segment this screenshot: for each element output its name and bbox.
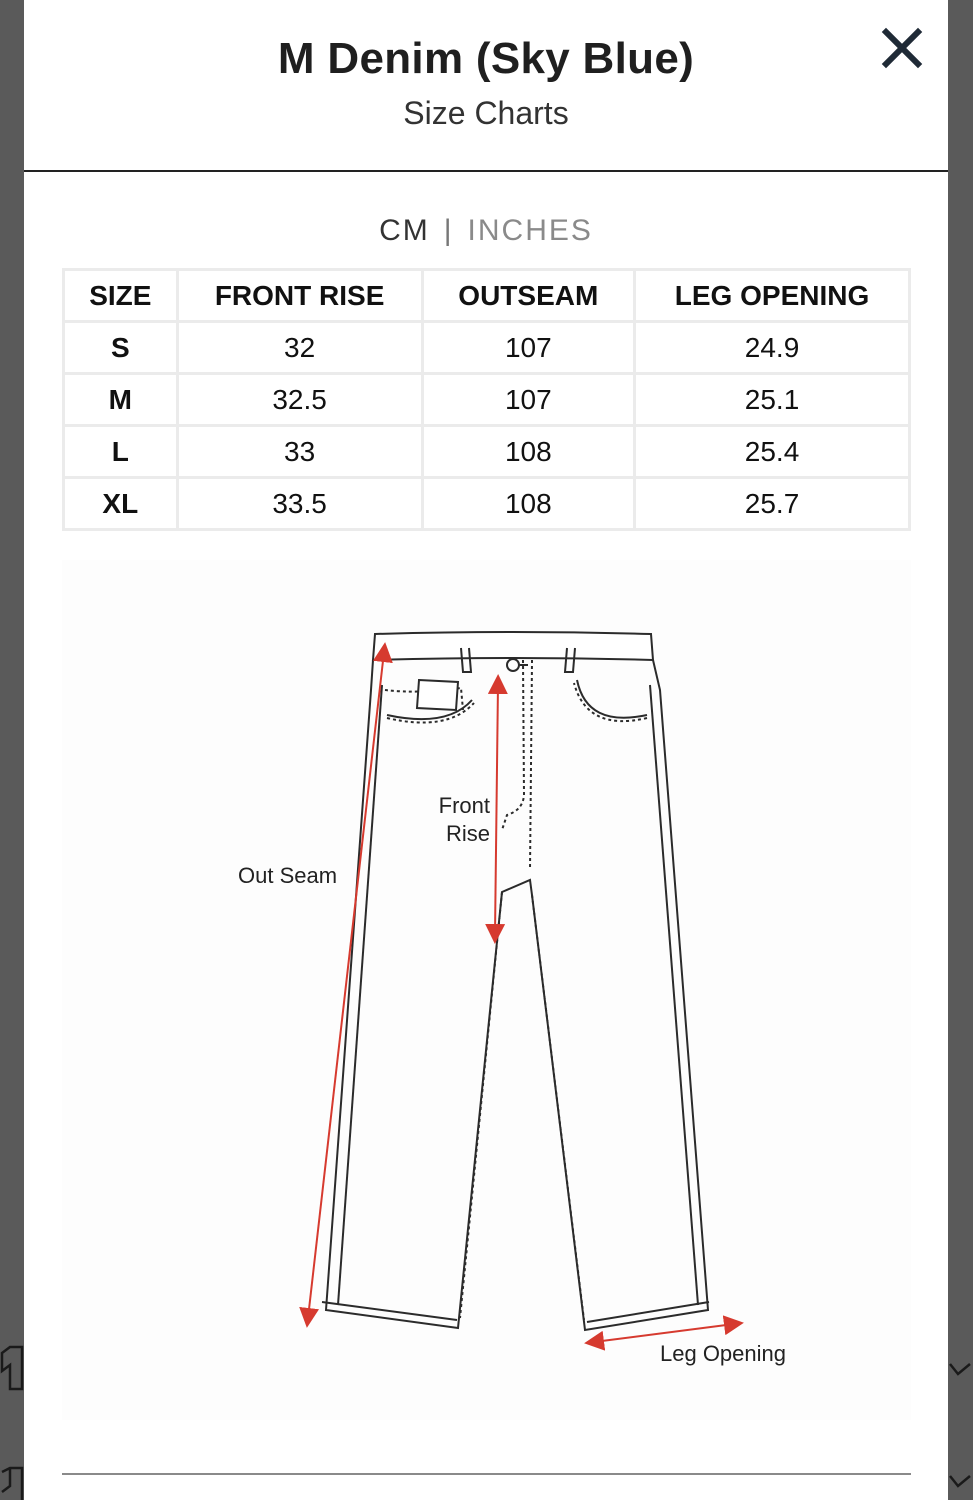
cell-leg-opening: 25.7 [635,478,910,530]
cell-front-rise: 32.5 [177,374,422,426]
unit-separator: | [443,214,454,247]
table-row [64,426,910,478]
table-row [64,374,910,426]
unit-inches-option[interactable]: INCHES [467,214,593,247]
front-rise-label-line2: Rise [445,821,490,846]
table-header-row [64,270,910,322]
shirt-icon [0,1466,26,1500]
front-rise-label [430,792,490,848]
out-seam-label: Out Seam [238,863,338,888]
unit-cm-option[interactable]: CM [379,214,430,247]
modal-title: M Denim (Sky Blue) [277,34,695,83]
unit-toggle [24,214,948,248]
chevron-down-icon[interactable] [948,1472,973,1492]
jeans-illustration [62,560,911,1420]
cell-outseam: 107 [422,374,634,426]
modal-subtitle: Size Charts [403,95,569,131]
table-row [64,322,910,374]
header-size: SIZE [64,270,178,322]
cell-size: S [64,322,178,374]
size-table [62,268,911,531]
cell-front-rise: 32 [177,322,422,374]
size-chart-modal [24,0,948,1500]
header-outseam: OUTSEAM [422,270,634,322]
header-leg-opening: LEG OPENING [635,270,910,322]
front-rise-label-line1: Front [438,793,490,818]
cell-front-rise: 33.5 [177,478,422,530]
cell-front-rise: 33 [177,426,422,478]
cell-outseam: 108 [422,478,634,530]
backdrop-left [0,0,24,1500]
shirt-icon [0,1345,26,1391]
chevron-down-icon[interactable] [948,1360,973,1380]
cell-outseam: 108 [422,426,634,478]
leg-opening-label: Leg Opening [660,1341,786,1366]
close-icon[interactable] [880,26,924,70]
cell-leg-opening: 25.4 [635,426,910,478]
table-row [64,478,910,530]
jeans-measurement-diagram [62,560,911,1420]
cell-size: XL [64,478,178,530]
cell-outseam: 107 [422,322,634,374]
modal-header [24,0,948,172]
cell-size: L [64,426,178,478]
backdrop-right [948,0,973,1500]
footer-divider [62,1473,911,1475]
cell-leg-opening: 25.1 [635,374,910,426]
cell-leg-opening: 24.9 [635,322,910,374]
header-front-rise: FRONT RISE [177,270,422,322]
cell-size: M [64,374,178,426]
